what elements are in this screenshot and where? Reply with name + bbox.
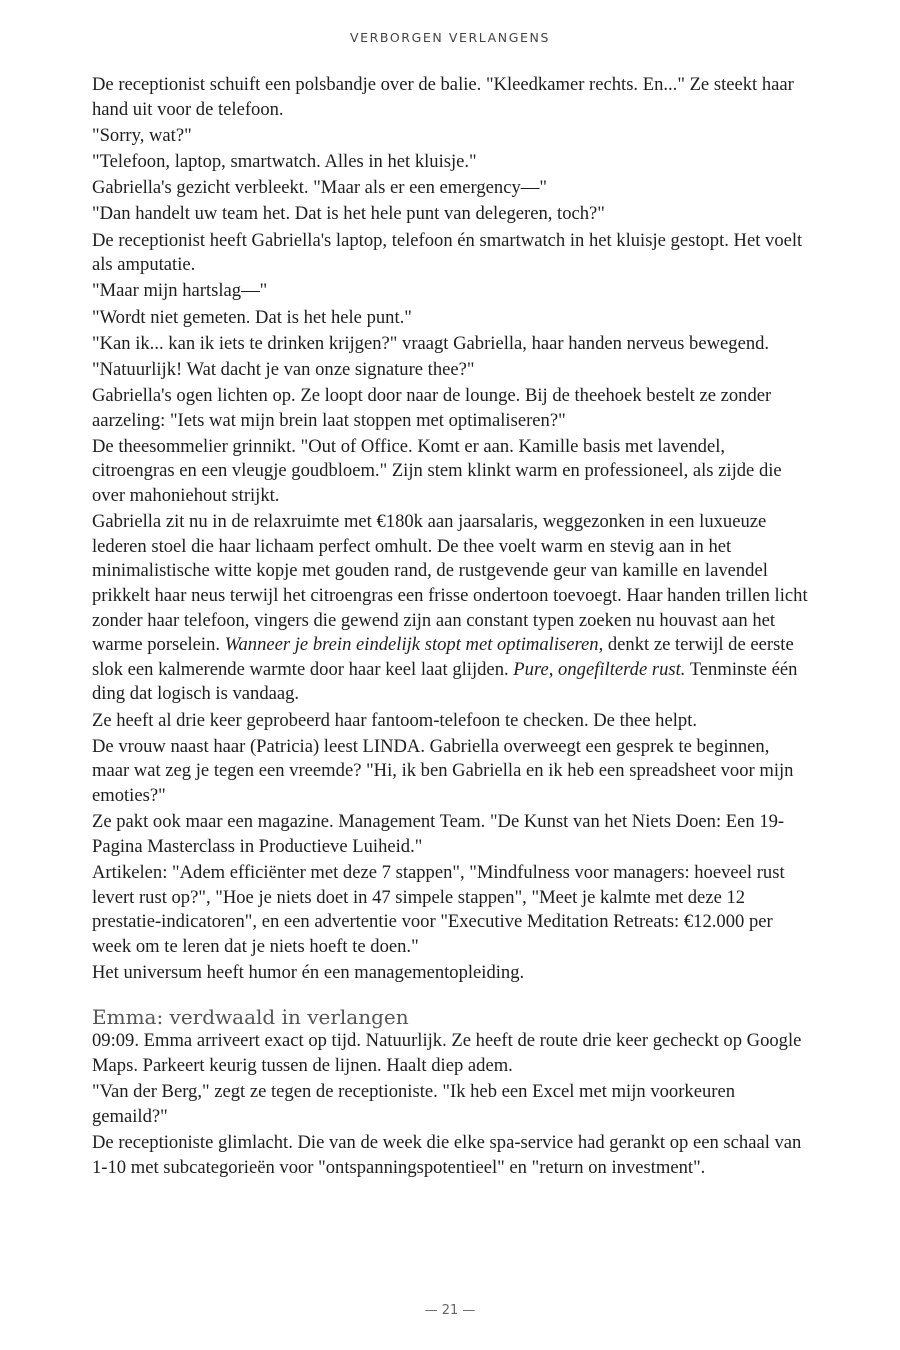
- paragraph: "Dan handelt uw team het. Dat is het hele punt van delegeren, toch?": [92, 203, 605, 225]
- text-run: Gabriella zit nu in de relaxruimte met €180k aan jaarsalaris, weggezonken in een luxueuze lederen stoel die haar lichaam perfect omhult. De thee voelt warm en stevig aan in het minimalistische witte kopje met gouden rand, de rustgevende geur van kamille en lavendel prikkelt haar neus terwijl het citroengras een frisse ondertoon toevoegt. Haar handen trillen licht zonder haar telefoon, vingers die gewend zijn aan constant typen zoeken nu houvast aan het warme porselein.: [92, 511, 808, 656]
- paragraph: Ze pakt ook maar een magazine. Management Team. "De Kunst van het Niets Doen: Een 19-Pagina Masterclass in Productieve Luiheid.": [92, 811, 785, 857]
- paragraph: 09:09. Emma arriveert exact op tijd. Natuurlijk. Ze heeft de route drie keer gecheckt op Google Maps. Parkeert keurig tussen de lijnen. Haalt diep adem.: [92, 1030, 802, 1077]
- paragraph: Het universum heeft humor én een managementopleiding.: [92, 961, 525, 983]
- paragraph: Artikelen: "Adem efficiënter met deze 7 stappen", "Mindfulness voor managers: hoeveel rust levert rust op?", "Hoe je niets doet in 47 simpele stappen", "Meet je kalmte met deze 12 prestatie-indicatoren", en een advertentie voor "Executive Meditation Retreats: €12.000 per week om te leren dat je niets hoeft te doen.": [92, 861, 785, 957]
- italic-thought: Pure, ongefilterde rust.: [513, 658, 686, 680]
- paragraph: De receptionist schuift een polsbandje over de balie. "Kleedkamer rechts. En..." Ze steekt haar hand uit voor de telefoon.: [92, 74, 794, 120]
- italic-thought: Wanneer je brein eindelijk stopt met optimaliseren: [224, 634, 599, 656]
- running-head: VERBORGEN VERLANGENS: [349, 30, 551, 45]
- page-number: — 21 —: [424, 1303, 476, 1318]
- paragraph: "Maar mijn hartslag—": [92, 280, 268, 302]
- text-run: , denkt ze terwijl de eerste slok een kalmerende warmte door haar keel laat glijden.: [92, 634, 794, 680]
- paragraph: Gabriella's gezicht verbleekt. "Maar als er een emergency—": [92, 177, 547, 199]
- paragraph: De theesommelier grinnikt. "Out of Office. Komt er aan. Kamille basis met lavendel, citroengras en een vleugje goudbloem." Zijn stem klinkt warm en professioneel, als zijde die over mahoniehout strijkt.: [92, 435, 782, 507]
- paragraph: [92, 510, 810, 707]
- paragraph: "Sorry, wat?": [92, 124, 192, 146]
- paragraph: Gabriella's ogen lichten op. Ze loopt door naar de lounge. Bij de theehoek bestelt ze zonder aarzeling: "Iets wat mijn brein laat stoppen met optimaliseren?": [92, 385, 772, 431]
- text-run: Tenminste één ding dat logisch is vandaag.: [92, 658, 798, 705]
- paragraph: "Van der Berg," zegt ze tegen de receptioniste. "Ik heb een Excel met mijn voorkeuren gemaild?": [92, 1081, 735, 1127]
- paragraph: "Natuurlijk! Wat dacht je van onze signature thee?": [92, 358, 475, 380]
- paragraph: De receptionist heeft Gabriella's laptop, telefoon én smartwatch in het kluisje gestopt. Het voelt als amputatie.: [92, 229, 803, 276]
- paragraph: De receptioniste glimlacht. Die van de week die elke spa-service had gerankt op een schaal van 1-10 met subcategorieën voor "ontspanningspotentieel" en "return on investment".: [92, 1132, 802, 1178]
- section-heading: Emma: verdwaald in verlangen: [92, 1005, 409, 1030]
- body-text: [92, 73, 810, 1182]
- paragraph: "Kan ik... kan ik iets te drinken krijgen?" vraagt Gabriella, haar handen nerveus bewegend.: [92, 332, 770, 354]
- paragraph: De vrouw naast haar (Patricia) leest LINDA. Gabriella overweegt een gesprek te beginnen, maar wat zeg je tegen een vreemde? "Hi, ik ben Gabriella en ik heb een spreadsheet voor mijn emoties?": [92, 735, 794, 806]
- paragraph: "Wordt niet gemeten. Dat is het hele punt.": [92, 306, 412, 328]
- paragraph: "Telefoon, laptop, smartwatch. Alles in het kluisje.": [92, 150, 477, 172]
- paragraph: Ze heeft al drie keer geprobeerd haar fantoom-telefoon te checken. De thee helpt.: [92, 709, 698, 731]
